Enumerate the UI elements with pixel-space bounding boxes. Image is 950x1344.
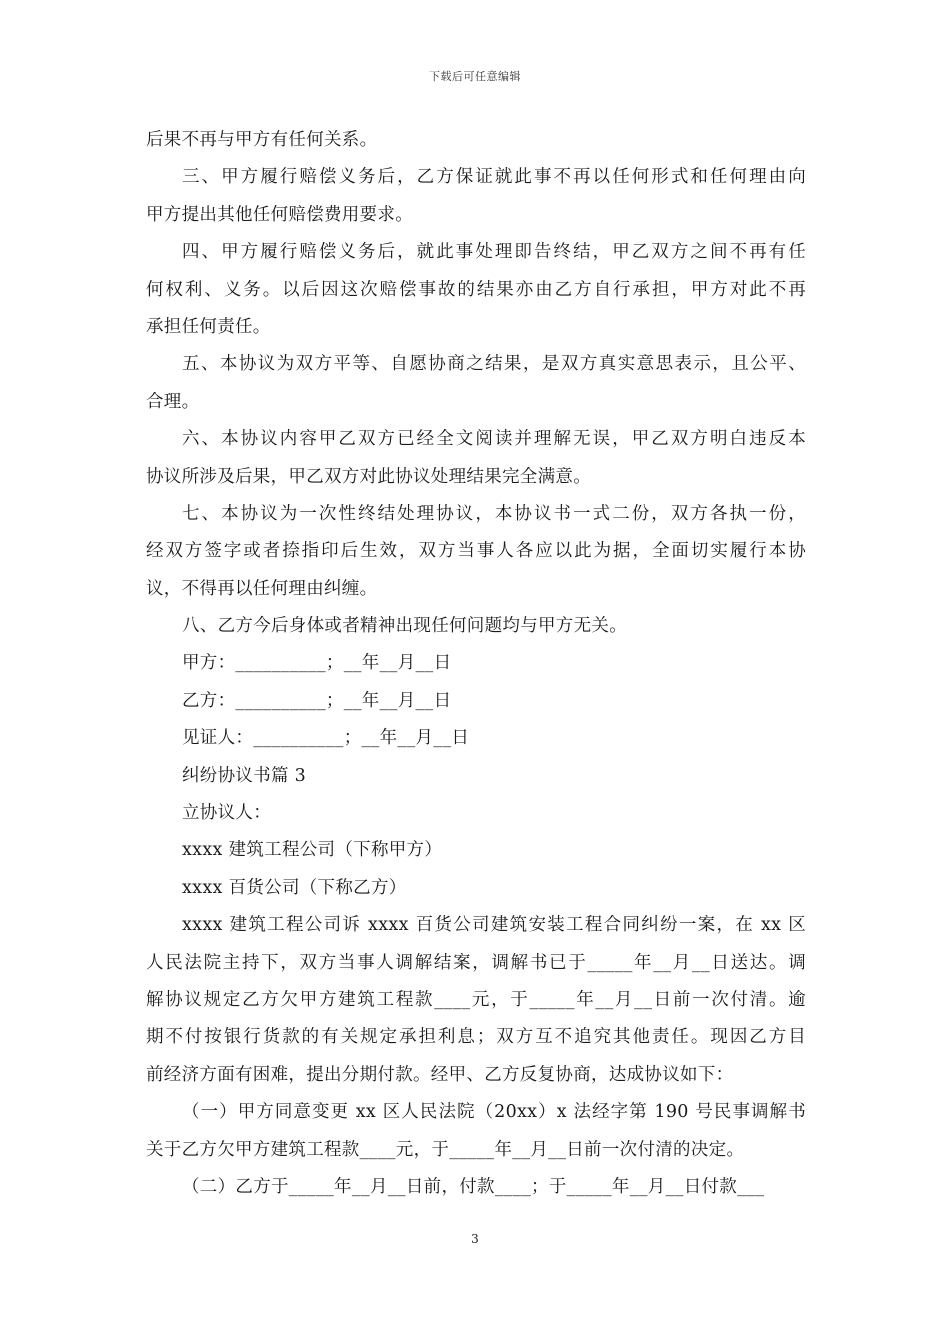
text-line: 何权利、义务。以后因这次赔偿事故的结果亦由乙方自行承担，甲方对此不再	[146, 279, 806, 300]
page-number: 3	[471, 1232, 479, 1246]
text-line: （二）乙方于_____年__月__日前，付款____；于_____年__月__日付款___	[182, 1176, 765, 1197]
section-title: 纠纷协议书篇 3	[182, 765, 307, 786]
text-line: 期不付按银行货款的有关规定承担利息；双方互不追究其他责任。现因乙方目	[146, 1027, 806, 1048]
text-line: 议，不得再以任何理由纠缠。	[146, 578, 378, 599]
text-line: 承担任何责任。	[146, 316, 271, 337]
text-line: （一）甲方同意变更 xx 区人民法院（20xx）x 法经字第 190 号民事调解书	[182, 1102, 806, 1123]
text-line: xxxx 百货公司（下称乙方）	[182, 877, 407, 898]
text-line: 解协议规定乙方欠甲方建筑工程款____元，于_____年__月__日前一次付清。逾	[146, 989, 806, 1010]
text-line: xxxx 建筑工程公司（下称甲方）	[182, 840, 443, 861]
text-line: 经双方签字或者捺指印后生效，双方当事人各应以此为据，全面切实履行本协	[146, 541, 806, 562]
text-line: 立协议人：	[182, 803, 271, 824]
signature-party-b: 乙方：__________；__年__月__日	[182, 690, 452, 711]
text-line: 合理。	[146, 391, 200, 412]
text-line: 四、甲方履行赔偿义务后，就此事处理即告终结，甲乙双方之间不再有任	[182, 242, 806, 263]
text-line: 关于乙方欠甲方建筑工程款____元，于_____年__月__日前一次付清的决定。	[146, 1139, 745, 1160]
text-line: 协议所涉及后果，甲乙双方对此协议处理结果完全满意。	[146, 466, 591, 487]
text-line: 人民法院主持下，双方当事人调解结案，调解书已于_____年__月__日送达。调	[146, 952, 806, 973]
text-line: 甲方提出其他任何赔偿费用要求。	[146, 204, 413, 225]
page-header: 下载后可任意编辑	[429, 70, 521, 83]
text-line: xxxx 建筑工程公司诉 xxxx 百货公司建筑安装工程合同纠纷一案，在 xx 区	[182, 915, 806, 936]
text-line: 六、本协议内容甲乙双方已经全文阅读并理解无误，甲乙双方明白违反本	[182, 429, 806, 450]
text-line: 五、本协议为双方平等、自愿协商之结果，是双方真实意思表示，且公平、	[182, 354, 806, 375]
text-line: 八、乙方今后身体或者精神出现任何问题均与甲方无关。	[182, 616, 627, 637]
signature-witness: 见证人：__________；__年__月__日	[182, 728, 470, 749]
signature-party-a: 甲方：__________；__年__月__日	[182, 653, 452, 674]
document-body	[146, 122, 806, 1206]
text-line: 七、本协议为一次性终结处理协议，本协议书一式二份，双方各执一份，	[182, 503, 806, 524]
text-line: 三、甲方履行赔偿义务后，乙方保证就此事不再以任何形式和任何理由向	[182, 167, 806, 188]
text-line: 后果不再与甲方有任何关系。	[146, 130, 378, 150]
text-line: 前经济方面有困难，提出分期付款。经甲、乙方反复协商，达成协议如下：	[146, 1064, 734, 1085]
